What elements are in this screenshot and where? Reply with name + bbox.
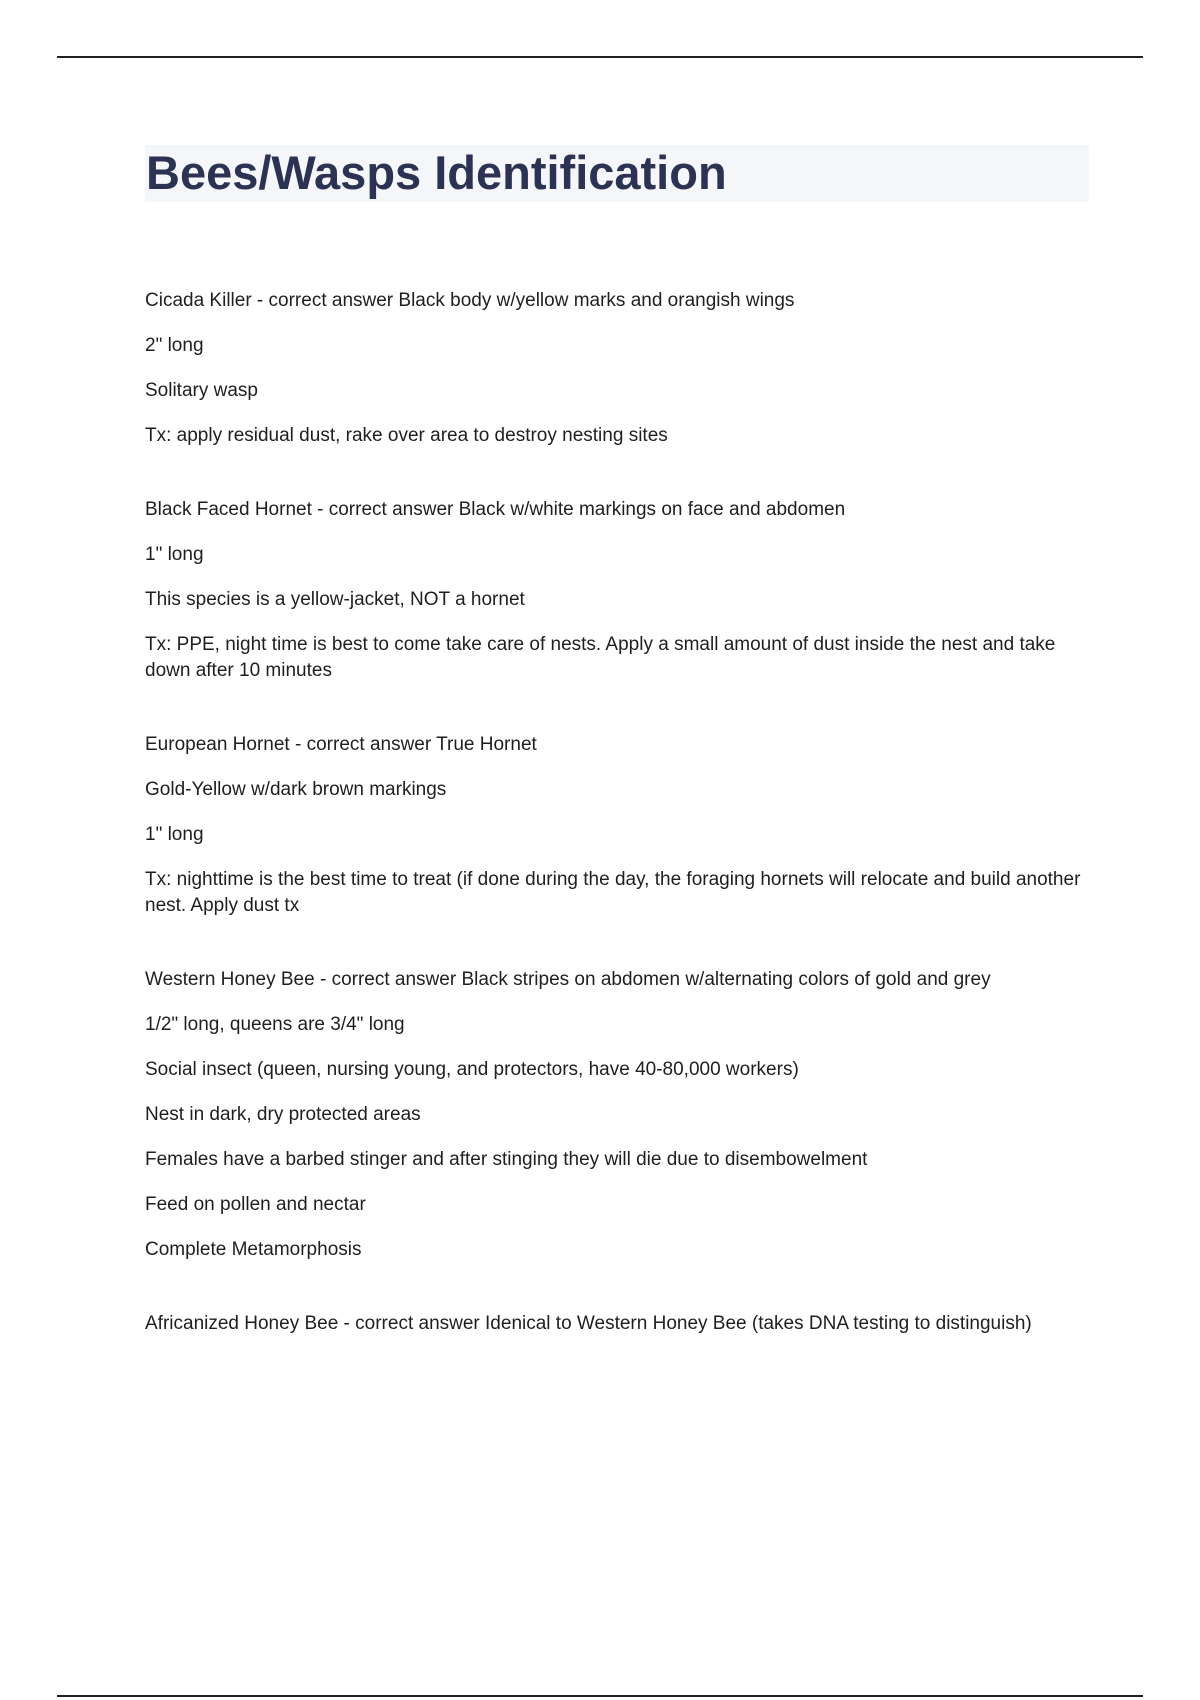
entry-detail-line: This species is a yellow-jacket, NOT a hornet — [145, 589, 525, 610]
document-body — [145, 288, 1095, 1337]
entry-detail-line: Females have a barbed stinger and after stinging they will die due to disembowelment — [145, 1149, 868, 1170]
entry-detail-line: Tx: nighttime is the best time to treat (if done during the day, the foraging hornets will relocate and build another nest. Apply dust tx — [145, 869, 1081, 916]
entry-black-faced-hornet — [145, 497, 1095, 684]
page-title: Bees/Wasps Identification — [146, 146, 727, 199]
entry-western-honey-bee — [145, 967, 1095, 1263]
entry-africanized-honey-bee — [145, 1311, 1095, 1337]
entry-detail-line: Social insect (queen, nursing young, and protectors, have 40-80,000 workers) — [145, 1059, 799, 1080]
entry-detail-line: 1" long — [145, 544, 204, 565]
entry-detail-line: 1" long — [145, 824, 204, 845]
entry-detail-line: 2" long — [145, 335, 204, 356]
bottom-rule — [57, 1695, 1143, 1697]
entry-detail-line: Gold-Yellow w/dark brown markings — [145, 779, 447, 800]
entry-term-line: Western Honey Bee - correct answer Black stripes on abdomen w/alternating colors of gold and grey — [145, 969, 991, 990]
entry-detail-line: Nest in dark, dry protected areas — [145, 1104, 421, 1125]
entry-detail-line: 1/2" long, queens are 3/4" long — [145, 1014, 405, 1035]
entry-detail-line: Complete Metamorphosis — [145, 1239, 362, 1260]
entry-cicada-killer — [145, 288, 1095, 449]
entry-detail-line: Tx: apply residual dust, rake over area to destroy nesting sites — [145, 425, 668, 446]
entry-european-hornet — [145, 732, 1095, 919]
entry-term-line: Black Faced Hornet - correct answer Black w/white markings on face and abdomen — [145, 499, 846, 520]
entry-detail-line: Solitary wasp — [145, 380, 258, 401]
entry-term-line: Africanized Honey Bee - correct answer Idenical to Western Honey Bee (takes DNA testing to distinguish) — [145, 1313, 1032, 1334]
entry-term-line: European Hornet - correct answer True Hornet — [145, 734, 537, 755]
entry-term-line: Cicada Killer - correct answer Black body w/yellow marks and orangish wings — [145, 290, 795, 311]
entry-detail-line: Tx: PPE, night time is best to come take care of nests. Apply a small amount of dust inside the nest and take down after 10 minutes — [145, 634, 1056, 681]
entry-detail-line: Feed on pollen and nectar — [145, 1194, 366, 1215]
top-rule — [57, 56, 1143, 58]
